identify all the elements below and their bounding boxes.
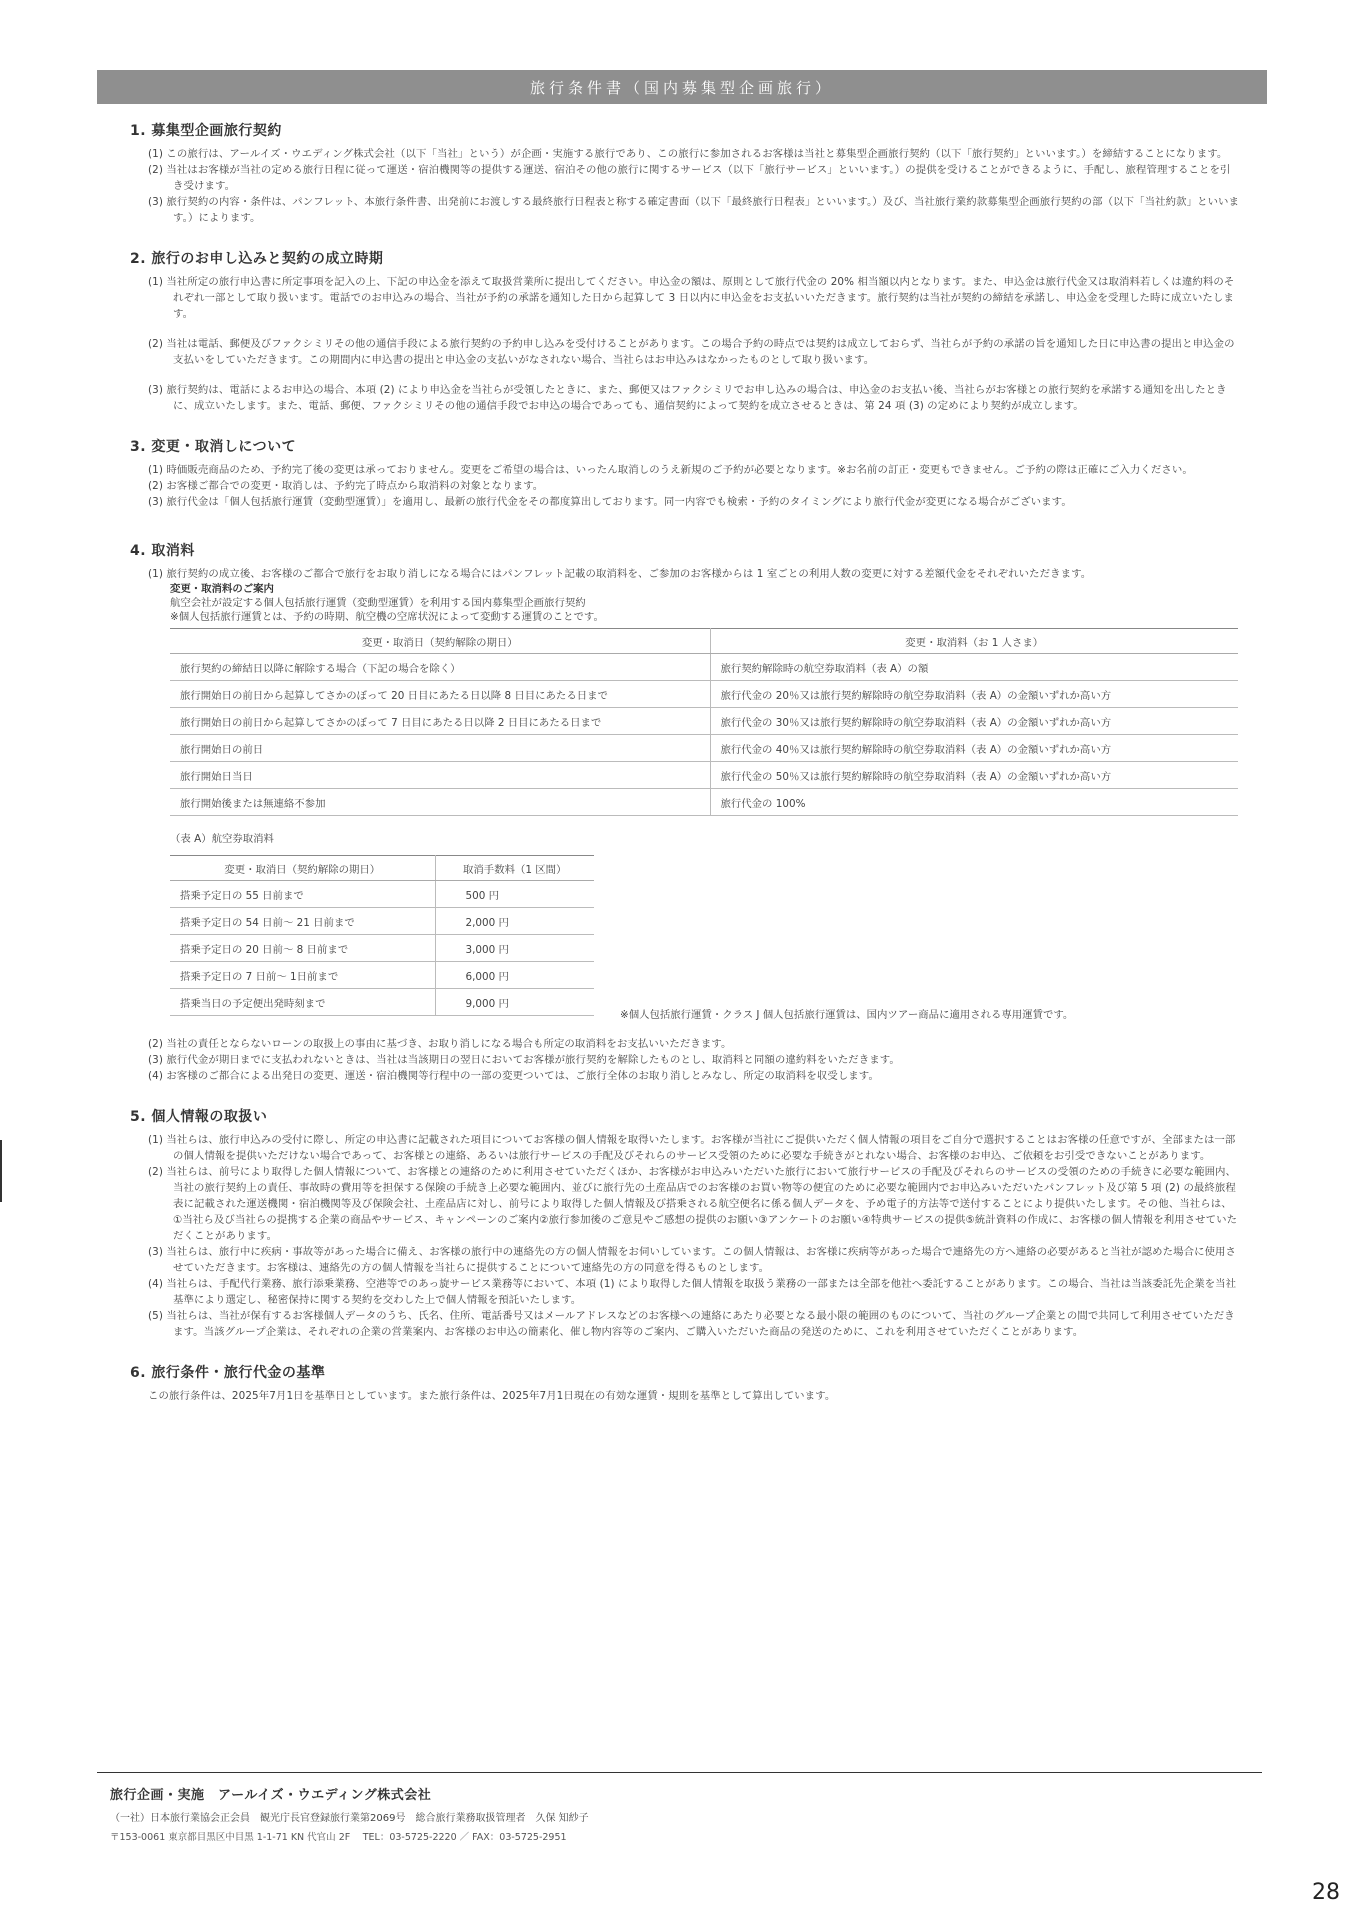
table-cell: 旅行契約の締結日以降に解除する場合（下記の場合を除く） xyxy=(170,654,710,681)
clause: (2) 当社らは、前号により取得した個人情報について、お客様との連絡のために利用させていただくほか、お客様がお申込みいただいた旅行において旅行サービスの手配及びそれらのサービスの受領のための手続きに必要な範囲内、当社の旅行契約上の責任、事故時の費用等を担保する保険の手続き上必要な範囲内、並びに旅行先の土産品店でのお客様のお買い物等の便宜のために必要な範囲内でお申込みいただいたパンフレット及び第 5 項 (2) の最終旅程表に記載された運送機関・宿泊機関等及び保険会社、土産品店に対し、前号により取得した個人情報及び搭乗される航空便名に係る個人データを、予め電子的方法等で送付することにより提供いたします。その他、当社らは、①当社ら及び当社らの提携する企業の商品やサービス、キャンペーンのご案内②旅行参加後のご意見やご感想の提供のお願い③アンケートのお願い④特典サービスの提供⑤統計資料の作成に、お客様の個人情報を利用させていただくことがあります。 xyxy=(148,1166,1238,1242)
document-title-bar xyxy=(97,70,1267,104)
table-cell: 旅行契約解除時の航空券取消料（表 A）の額 xyxy=(710,654,1238,681)
clause: (2) 当社の責任とならないローンの取扱上の事由に基づき、お取り消しになる場合も所定の取消料をお支払いいただきます。 xyxy=(148,1038,732,1050)
clause: (3) 旅行代金が期日までに支払われないときは、当社は当該期日の翌日においてお客様が旅行契約を解除したものとし、取消料と同額の違約料をいただきます。 xyxy=(148,1054,900,1066)
air-table-title: （表 A）航空券取消料 xyxy=(170,833,274,845)
clause: (1) 当社らは、旅行申込みの受付に際し、所定の申込書に記載された項目についてお客様の個人情報を取得いたします。お客様が当社にご提供いただく個人情報の項目をご自分で選択することはお客様の任意ですが、全部または一部の個人情報を提供いただけない場合であって、お客様との連絡、あるいは旅行サービスの手配及びそれらのサービス受領のために必要な手続きがとれない場合、お客様のお申込、ご依頼をお引受できないことがあります。 xyxy=(148,1134,1236,1162)
section-title: 2. 旅行のお申し込みと契約の成立時期 xyxy=(130,251,384,267)
table-row xyxy=(170,908,594,935)
table-cell: 旅行開始後または無連絡不参加 xyxy=(170,789,710,816)
organizer-name: 旅行企画・実施 アールイズ・ウエディング株式会社 xyxy=(110,1788,432,1803)
clause: (2) 当社は電話、郵便及びファクシミリその他の通信手段による旅行契約の予約申し込みを受付けることがあります。この場合予約の時点では契約は成立しておらず、当社らが予約の承諾の旨を通知した日に申込書の提出と申込金の支払いをしていただきます。この期間内に申込書の提出と申込金の支払いがなされない場合、当社らはお申込みはなかったものとして取り扱います。 xyxy=(148,338,1235,366)
clause: (3) 当社らは、旅行中に疾病・事故等があった場合に備え、お客様の旅行中の連絡先の方の個人情報をお伺いしています。この個人情報は、お客様に疾病等があった場合で連絡先の方へ連絡の必要があると当社が認めた場合に使用させていただきます。お客様は、連絡先の方の個人情報を当社らに提供することについて連絡先の方の同意を得るものとします。 xyxy=(148,1246,1237,1274)
clause: この旅行条件は、2025年7月1日を基準日としています。また旅行条件は、2025年7月1日現在の有効な運賃・規則を基準として算出しています。 xyxy=(148,1390,836,1402)
section-3 xyxy=(130,436,1240,510)
clause: (1) 時価販売商品のため、予約完了後の変更は承っておりません。変更をご希望の場合は、いったん取消しのうえ新規のご予約が必要となります。※お名前の訂正・変更もできません。ご予約の際は正確にご入力ください。 xyxy=(148,464,1193,476)
table-cell: 3,000 円 xyxy=(435,935,594,962)
column-header: 変更・取消料（お 1 人さま） xyxy=(710,629,1238,654)
table-row xyxy=(170,789,1238,816)
table-row xyxy=(170,708,1238,735)
page-number: 28 xyxy=(1312,1880,1340,1905)
company-address: 〒153-0061 東京都目黒区中目黒 1-1-71 KN 代官山 2F TEL：03-5725-2220 ／ FAX：03-5725-2951 xyxy=(110,1832,567,1843)
table-cell: 6,000 円 xyxy=(435,962,594,989)
table-cell: 旅行代金の 40％又は旅行契約解除時の航空券取消料（表 A）の金額いずれか高い方 xyxy=(710,735,1238,762)
guide-line: 航空会社が設定する個人包括旅行運賃（変動型運賃）を利用する国内募集型企画旅行契約 xyxy=(170,597,586,609)
table-cell: 搭乗予定日の 20 日前～ 8 日前まで xyxy=(170,935,435,962)
cancellation-fee-table xyxy=(170,628,1238,816)
table-cell: 搭乗当日の予定便出発時刻まで xyxy=(170,989,435,1016)
table-cell: 旅行開始日の前日から起算してさかのぼって 20 日目にあたる日以降 8 日目にあたる日まで xyxy=(170,681,710,708)
clause: (2) お客様ご都合での変更・取消しは、予約完了時点から取消料の対象となります。 xyxy=(148,480,544,492)
table-cell: 搭乗予定日の 55 日前まで xyxy=(170,881,435,908)
air-ticket-fee-block xyxy=(170,830,1240,1030)
section-title: 6. 旅行条件・旅行代金の基準 xyxy=(130,1365,326,1381)
table-cell: 搭乗予定日の 54 日前～ 21 日前まで xyxy=(170,908,435,935)
column-header: 変更・取消日（契約解除の期日） xyxy=(170,629,710,654)
table-cell: 旅行代金の 100% xyxy=(710,789,1238,816)
footer xyxy=(110,1784,589,1843)
table-row xyxy=(170,654,1238,681)
clause: (3) 旅行代金は「個人包括旅行運賃（変動型運賃）」を適用し、最新の旅行代金をその都度算出しております。同一内容でも検索・予約のタイミングにより旅行代金が変更になる場合がございます。 xyxy=(148,496,1072,508)
clause: (4) お客様のご都合による出発日の変更、運送・宿泊機関等行程中の一部の変更ついては、ご旅行全体のお取り消しとみなし、所定の取消料を収受します。 xyxy=(148,1070,879,1082)
column-header: 取消手数料（1 区間） xyxy=(435,856,594,881)
table-cell: 旅行開始日当日 xyxy=(170,762,710,789)
section-6 xyxy=(130,1362,1240,1404)
section-title: 1. 募集型企画旅行契約 xyxy=(130,123,282,139)
table-header-row xyxy=(170,856,594,881)
table-cell: 9,000 円 xyxy=(435,989,594,1016)
table-cell: 500 円 xyxy=(435,881,594,908)
document-title: 旅行条件書（国内募集型企画旅行） xyxy=(529,78,834,97)
section-title: 3. 変更・取消しについて xyxy=(130,439,297,455)
table-cell: 旅行開始日の前日 xyxy=(170,735,710,762)
table-cell: 旅行開始日の前日から起算してさかのぼって 7 日目にあたる日以降 2 日目にあたる日まで xyxy=(170,708,710,735)
footer-divider xyxy=(97,1772,1262,1773)
clause: (4) 当社らは、手配代行業務、旅行添乗業務、空港等でのあっ旋サービス業務等において、本項 (1) により取得した個人情報を取扱う業務の一部または全部を他社へ委託することがあります。この場合、当社は当該委託先企業を当社基準により選定し、秘密保持に関する契約を交わした上で個人情報を預託いたします。 xyxy=(148,1278,1237,1306)
table-cell: 旅行代金の 20％又は旅行契約解除時の航空券取消料（表 A）の金額いずれか高い方 xyxy=(710,681,1238,708)
section-5 xyxy=(130,1106,1240,1340)
table-row xyxy=(170,962,594,989)
section-4 xyxy=(130,540,1240,1084)
fare-note: ※個人包括旅行運賃・クラス J 個人包括旅行運賃は、国内ツアー商品に適用される専用運賃です。 xyxy=(620,1009,1074,1021)
section-title: 4. 取消料 xyxy=(130,543,195,559)
table-cell: 旅行代金の 50％又は旅行契約解除時の航空券取消料（表 A）の金額いずれか高い方 xyxy=(710,762,1238,789)
clause: (1) 旅行契約の成立後、お客様のご都合で旅行をお取り消しになる場合にはパンフレット記載の取消料を、ご参加のお客様からは 1 室ごとの利用人数の変更に対する差額代金をそれぞれいただきます。 xyxy=(148,568,1092,580)
table-row xyxy=(170,935,594,962)
clause: (5) 当社らは、当社が保有するお客様個人データのうち、氏名、住所、電話番号又はメールアドレスなどのお客様への連絡にあたり必要となる最小限の範囲のものについて、当社のグループ企業との間で共同して利用させていただきます。当該グループ企業は、それぞれの企業の営業案内、お客様のお申込の簡素化、催し物内容等のご案内、ご購入いただいた商品の発送のために、これを利用させていただくことがあります。 xyxy=(148,1310,1235,1338)
section-1 xyxy=(130,120,1240,226)
table-cell: 搭乗予定日の 7 日前～ 1日前まで xyxy=(170,962,435,989)
table-row xyxy=(170,762,1238,789)
table-header-row xyxy=(170,629,1238,654)
clause: (3) 旅行契約は、電話によるお申込の場合、本項 (2) により申込金を当社らが受領したときに、また、郵便又はファクシミリでお申し込みの場合は、申込金のお支払い後、当社らがお客様との旅行契約を承諾する通知を出したときに、成立いたします。また、電話、郵便、ファクシミリその他の通信手段でお申込の場合であっても、通信契約によって契約を成立させるときは、第 24 項 (3) の定めにより契約が成立します。 xyxy=(148,384,1227,412)
clause: (3) 旅行契約の内容・条件は、パンフレット、本旅行条件書、出発前にお渡しする最終旅行日程表と称する確定書面（以下「最終旅行日程表」といいます。）及び、当社旅行業約款募集型企画旅行契約の部（以下「当社約款」といいます。）によります。 xyxy=(148,196,1240,224)
guide-note: ※個人包括旅行運賃とは、予約の時期、航空機の空席状況によって変動する運賃のことです。 xyxy=(170,611,604,623)
binding-mark xyxy=(0,1140,2,1202)
table-row xyxy=(170,989,594,1016)
table-cell: 2,000 円 xyxy=(435,908,594,935)
registration-info: （一社）日本旅行業協会正会員 観光庁長官登録旅行業第2069号 総合旅行業務取扱管理者 久保 知紗子 xyxy=(110,1813,589,1824)
table-row xyxy=(170,681,1238,708)
clause: (1) 当社所定の旅行申込書に所定事項を記入の上、下記の申込金を添えて取扱営業所に提出してください。申込金の額は、原則として旅行代金の 20% 相当額以内となります。また、申込金は旅行代金又は取消料若しくは違約料のそれぞれ一部として取り扱います。電話でのお申込みの場合、当社が予約の承諾を通知した日から起算して 3 日以内に申込金をお支払いいただきます。旅行契約は当社が契約の締結を承諾し、申込金を受理した時に成立いたします。 xyxy=(148,276,1235,320)
table-cell: 旅行代金の 30％又は旅行契約解除時の航空券取消料（表 A）の金額いずれか高い方 xyxy=(710,708,1238,735)
table-row xyxy=(170,735,1238,762)
column-header: 変更・取消日（契約解除の期日） xyxy=(170,856,435,881)
section-2 xyxy=(130,248,1240,414)
guide-heading: 変更・取消料のご案内 xyxy=(170,583,274,595)
clause: (1) この旅行は、アールイズ・ウエディング株式会社（以下「当社」という）が企画・実施する旅行であり、この旅行に参加されるお客様は当社と募集型企画旅行契約（以下「旅行契約」といいます。）を締結することになります。 xyxy=(148,148,1228,160)
cancellation-guide xyxy=(130,582,1240,624)
section-title: 5. 個人情報の取扱い xyxy=(130,1109,268,1125)
document-body xyxy=(130,120,1240,1426)
table-row xyxy=(170,881,594,908)
air-ticket-fee-table xyxy=(170,855,594,1016)
clause: (2) 当社はお客様が当社の定める旅行日程に従って運送・宿泊機関等の提供する運送、宿泊その他の旅行に関するサービス（以下「旅行サービス」といいます。）の提供を受けることができるように、手配し、旅程管理することを引き受けます。 xyxy=(148,164,1231,192)
